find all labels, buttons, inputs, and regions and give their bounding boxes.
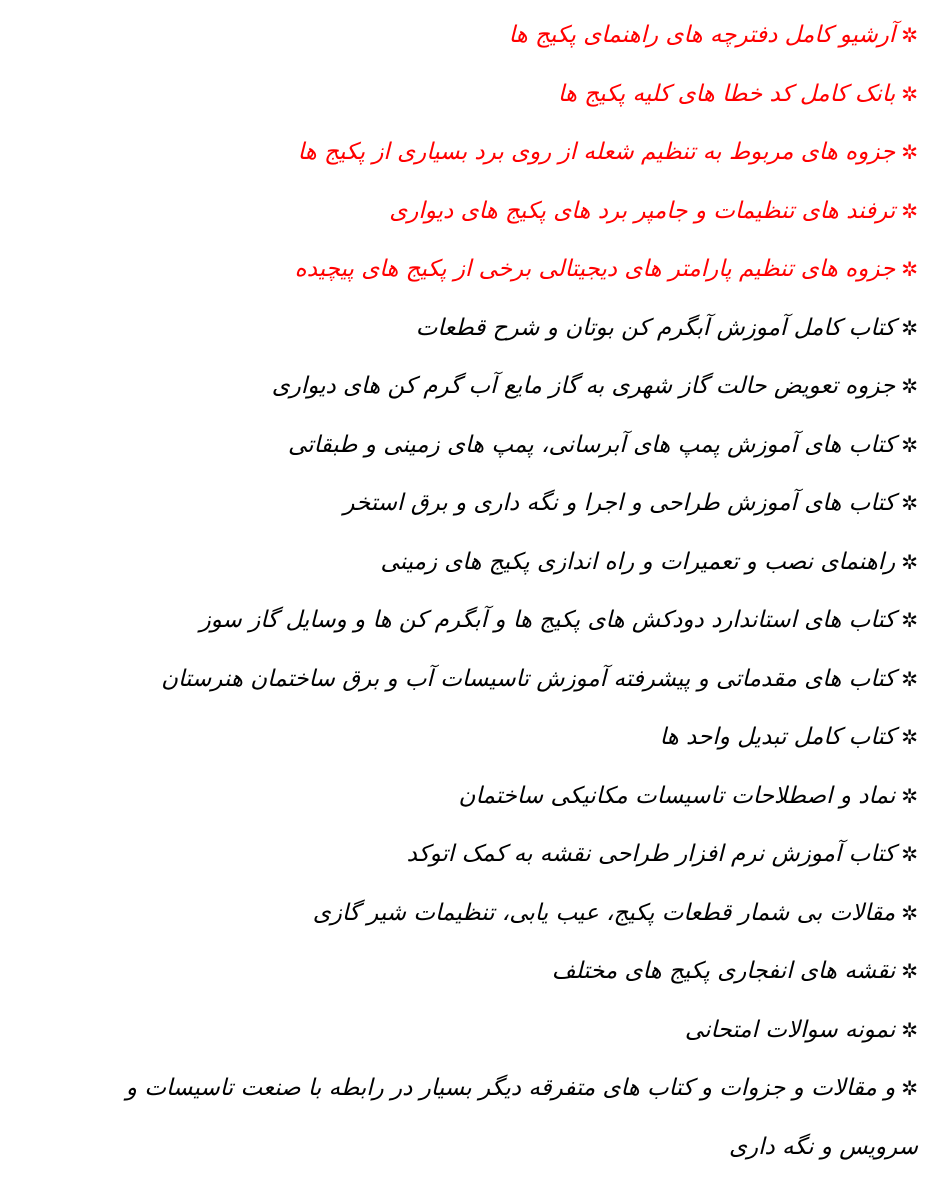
list-item [80, 474, 918, 533]
list-item-text: نماد و اصطلاحات تاسیسات مکانیکی ساختمان [458, 782, 896, 809]
asterisk-icon: ✲ [901, 549, 918, 574]
asterisk-icon: ✲ [901, 23, 918, 47]
asterisk-icon: ✲ [901, 140, 918, 164]
asterisk-icon: ✲ [901, 725, 918, 749]
list-item [80, 767, 918, 826]
list-item-text: و مقالات و جزوات و کتاب های متفرقه دیگر بسیار در رابطه با صنعت تاسیسات و سرویس و نگه داری [125, 1075, 918, 1160]
list-item [80, 884, 918, 943]
asterisk-icon: ✲ [901, 1017, 918, 1042]
list-item [80, 591, 918, 650]
list-item-text: نمونه سوالات امتحانی [684, 1016, 896, 1043]
list-item [80, 6, 918, 65]
list-item [80, 708, 918, 767]
list-item-text: آرشیو کامل دفترچه های راهنمای پکیج ها [508, 22, 896, 48]
asterisk-icon: ✲ [901, 257, 918, 281]
list-item-text: کتاب کامل تبدیل واحد ها [659, 724, 896, 750]
list-item [80, 416, 918, 475]
asterisk-icon: ✲ [901, 491, 918, 515]
list-item-text: کتاب های مقدماتی و پیشرفته آموزش تاسیسات آب و برق ساختمان هنرستان [161, 665, 896, 692]
list-item-text: جزوه تعویض حالت گاز شهری به گاز مایع آب گرم کن های دیواری [271, 373, 896, 399]
list-item-text: مقالات بی شمار قطعات پکیج، عیب یابی، تنظیمات شیر گازی [312, 899, 896, 926]
list-item-text: جزوه های مربوط به تنظیم شعله از روی برد بسیاری از پکیج ها [297, 139, 896, 165]
list-item [80, 123, 918, 182]
list-item-text: نقشه های انفجاری پکیج های مختلف [551, 958, 896, 984]
list-item-text: بانک کامل کد خطا های کلیه پکیج ها [557, 80, 896, 107]
list-item [80, 1001, 918, 1060]
list-item-text: راهنمای نصب و تعمیرات و راه اندازی پکیج های زمینی [380, 548, 896, 575]
asterisk-icon: ✲ [901, 900, 918, 925]
list-item [80, 942, 918, 1001]
asterisk-icon: ✲ [901, 198, 918, 223]
asterisk-icon: ✲ [901, 315, 918, 340]
list-item [80, 650, 918, 709]
asterisk-icon: ✲ [901, 959, 918, 983]
list-item-text: کتاب های استاندارد دودکش های پکیج ها و آبگرم کن ها و وسایل گاز سوز [199, 607, 896, 633]
list-item [80, 65, 918, 124]
asterisk-icon: ✲ [901, 1076, 918, 1100]
asterisk-icon: ✲ [901, 374, 918, 398]
list-item [80, 182, 918, 241]
asterisk-icon: ✲ [901, 608, 918, 632]
asterisk-icon: ✲ [901, 432, 918, 457]
list-item [80, 825, 918, 884]
asterisk-icon: ✲ [901, 666, 918, 691]
asterisk-icon: ✲ [901, 81, 918, 106]
list-item-text: جزوه های تنظیم پارامتر های دیجیتالی برخی از پکیج های پیچیده [294, 256, 896, 282]
list-item-text: کتاب های آموزش طراحی و اجرا و نگه داری و برق استخر [343, 490, 896, 516]
asterisk-icon: ✲ [901, 842, 918, 866]
list-item [80, 357, 918, 416]
list-item-text: کتاب کامل آموزش آبگرم کن بوتان و شرح قطعات [415, 314, 896, 341]
list-item [80, 299, 918, 358]
list-item [80, 240, 918, 299]
list-item-text: کتاب آموزش نرم افزار طراحی نقشه به کمک اتوکد [406, 841, 896, 867]
list-item-text: کتاب های آموزش پمپ های آبرسانی، پمپ های زمینی و طبقاتی [288, 431, 896, 458]
list-item [80, 533, 918, 592]
list-item-text: ترفند های تنظیمات و جامپر برد های پکیج های دیواری [389, 197, 896, 224]
asterisk-icon: ✲ [901, 783, 918, 808]
list-item [80, 1059, 918, 1176]
